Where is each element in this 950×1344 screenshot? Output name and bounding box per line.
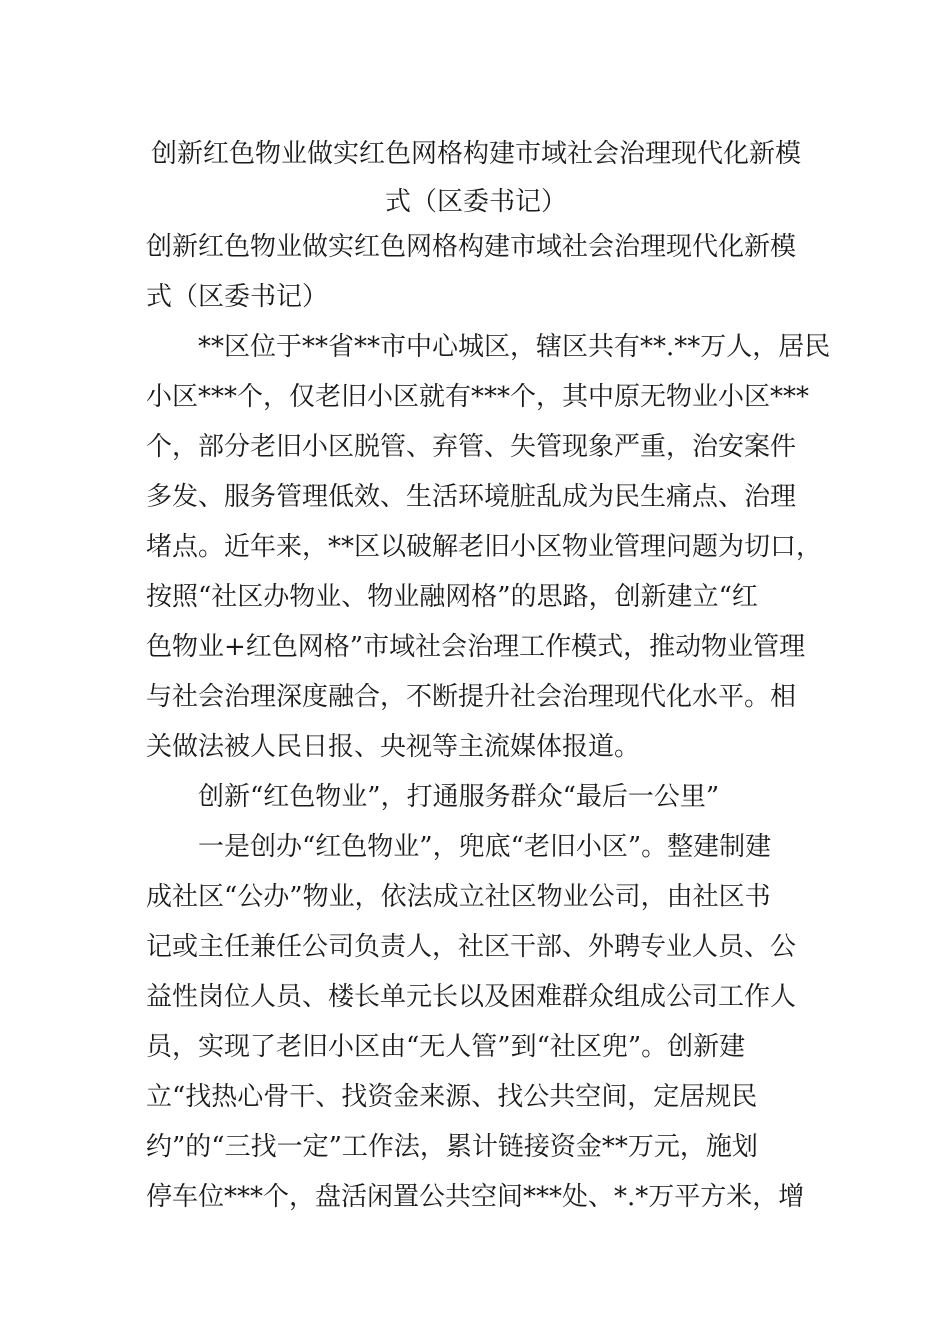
paragraph-2-line-4: 益性岗位人员、楼长单元长以及困难群众组成公司工作人 — [146, 982, 797, 1012]
paragraph-1-line-7: 色物业+红色网格”市域社会治理工作模式，推动物业管理 — [146, 632, 806, 662]
document-body — [146, 222, 831, 1222]
paragraph-1-line-6: 按照“社区办物业、物业融网格”的思路，创新建立“红 — [146, 582, 758, 612]
paragraph-2-line-2: 成社区“公办”物业，依法成立社区物业公司，由社区书 — [146, 882, 771, 912]
paragraph-1-line-1: **区位于**省**市中心城区，辖区共有**.**万人，居民 — [146, 332, 831, 362]
paragraph-1-line-3: 个，部分老旧小区脱管、弃管、失管现象严重，治安案件 — [146, 432, 797, 462]
paragraph-2-line-6: 立“找热心骨干、找资金来源、找公共空间，定居规民 — [146, 1082, 758, 1112]
section-heading: 创新“红色物业”，打通服务群众“最后一公里” — [146, 782, 720, 812]
paragraph-1-line-8: 与社会治理深度融合，不断提升社会治理现代化水平。相 — [146, 682, 797, 712]
paragraph-1-line-2: 小区***个，仅老旧小区就有***个，其中原无物业小区*** — [146, 382, 810, 412]
paragraph-2-line-8: 停车位***个，盘活闲置公共空间***处、*.*万平方米，增 — [146, 1182, 805, 1212]
paragraph-2-line-1: 一是创办“红色物业”，兜底“老旧小区”。整建制建 — [146, 832, 772, 862]
paragraph-1-line-9: 关做法被人民日报、央视等主流媒体报道。 — [146, 732, 641, 762]
paragraph-2-line-7: 约”的“三找一定”工作法，累计链接资金**万元，施划 — [146, 1132, 758, 1162]
document-title-line-1: 创新红色物业做实红色网格构建市域社会治理现代化新模 — [150, 139, 801, 169]
paragraph-1-line-5: 堵点。近年来，**区以破解老旧小区物业管理问题为切口， — [146, 532, 823, 562]
repeat-title-line-2: 式（区委书记） — [146, 282, 329, 312]
paragraph-2-line-3: 记或主任兼任公司负责人，社区干部、外聘专业人员、公 — [146, 932, 797, 962]
document-title-line-2: 式（区委书记） — [384, 187, 567, 217]
repeat-title-line-1: 创新红色物业做实红色网格构建市域社会治理现代化新模 — [146, 232, 797, 262]
paragraph-2-line-5: 员，实现了老旧小区由“无人管”到“社区兜”。创新建 — [146, 1032, 746, 1062]
paragraph-1-line-4: 多发、服务管理低效、生活环境脏乱成为民生痛点、治理 — [146, 482, 797, 512]
